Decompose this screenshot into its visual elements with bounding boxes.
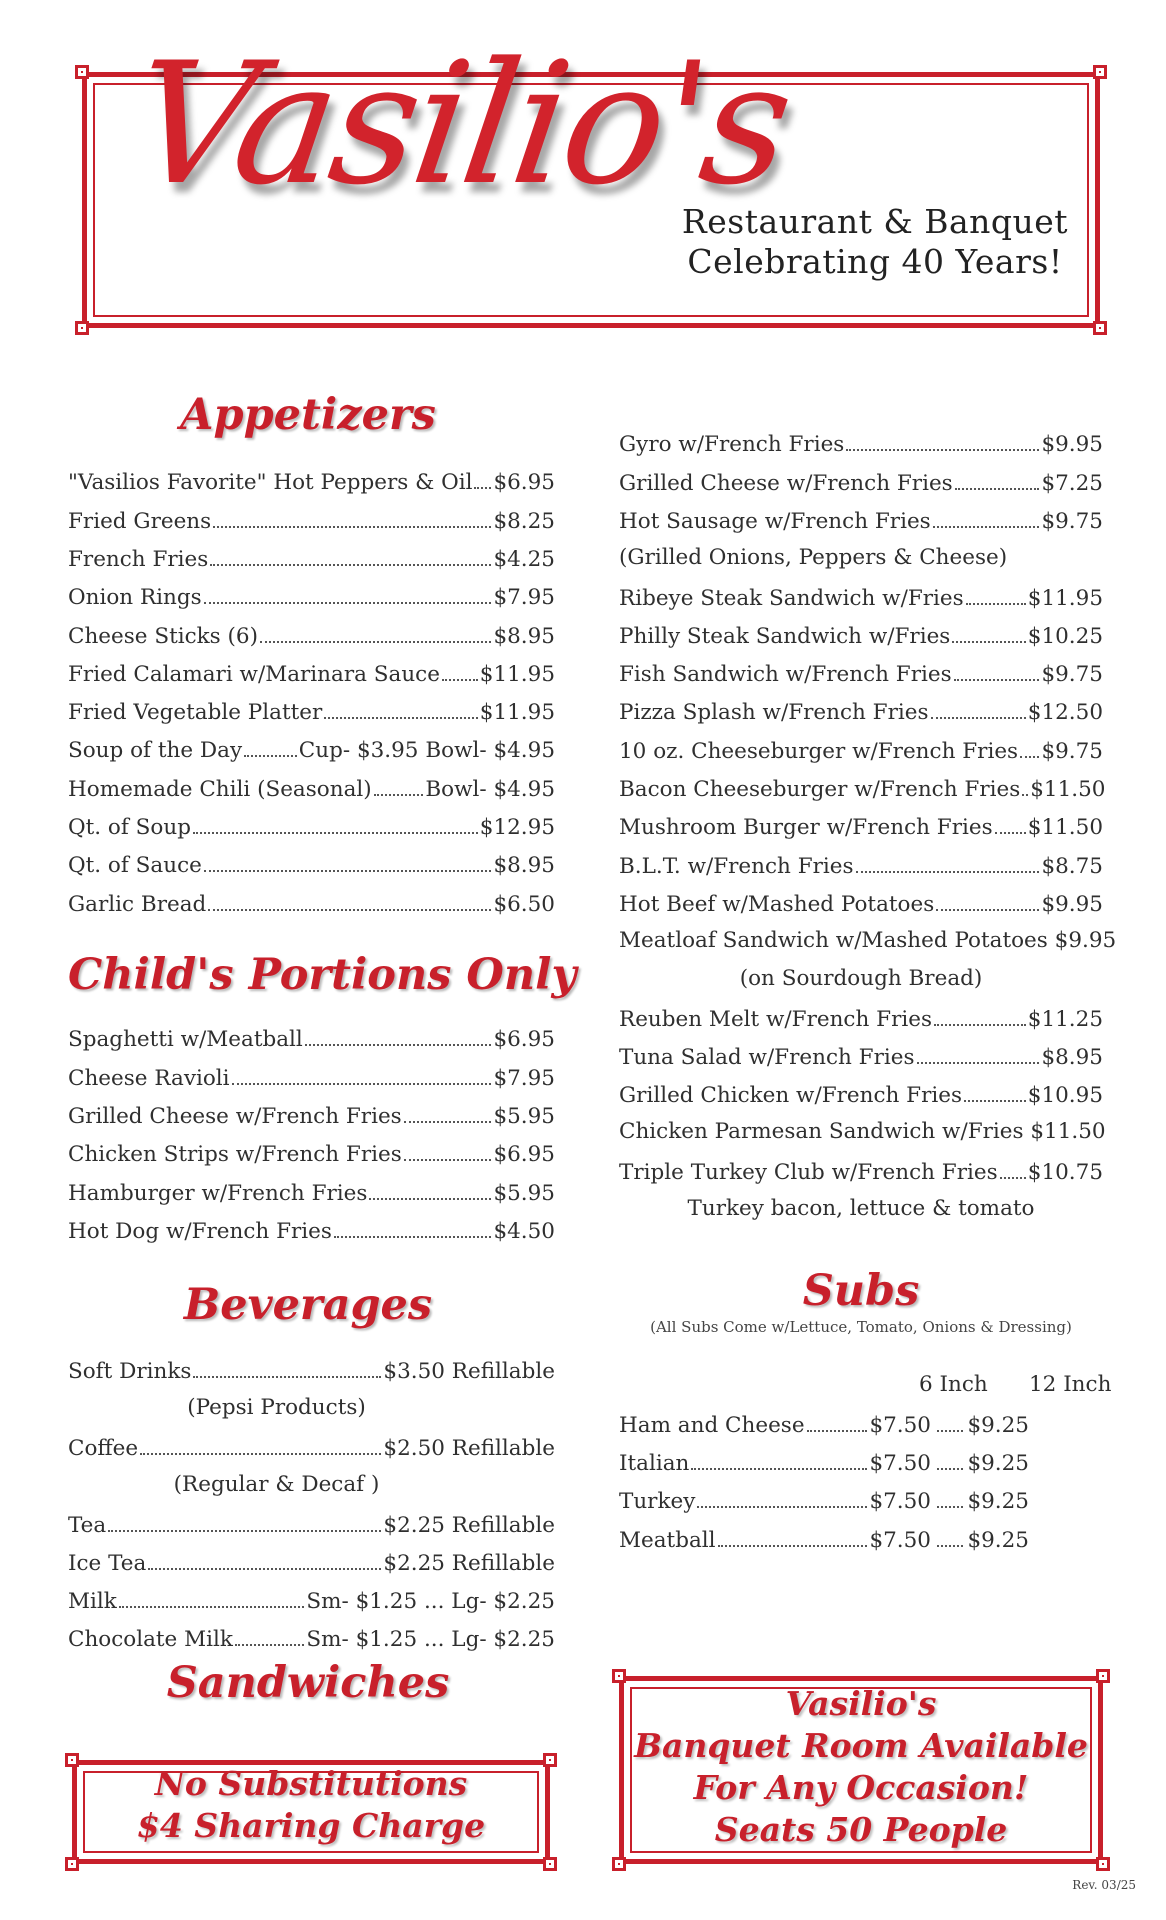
item-price: $5.95 [493,1103,555,1129]
col-12-inch: 12 Inch [1029,1372,1112,1397]
leader-dots [213,506,491,527]
menu-item [68,851,555,889]
price-6-inch: $7.50 [869,1527,931,1553]
menu-item [619,507,1103,545]
item-price: $9.95 [1041,432,1103,458]
leader-dots [954,660,1040,681]
childs-heading: Child's Portions Only [68,950,577,1000]
sub-left [619,1449,931,1476]
item-price: Sm- $1.25 ... Lg- $2.25 [306,1627,555,1653]
leader-dots [404,1140,492,1161]
leader-dots [966,583,1026,604]
item-price: $7.95 [493,585,555,611]
menu-item [619,1081,1103,1119]
item-note: Turkey bacon, lettuce & tomato [687,1195,1035,1221]
item-name: Ice Tea [68,1550,147,1576]
item-note: (Regular & Decaf ) [173,1471,380,1497]
item-name: Meatball [619,1527,716,1553]
leader-dots [936,890,1039,911]
leader-dots [937,1487,963,1508]
frame-corner [65,1857,79,1871]
item-name: Ham and Cheese [619,1412,805,1438]
menu-item [68,813,555,851]
tagline-line-2: Celebrating 40 Years! [687,242,1063,281]
item-price: $12.95 [479,815,555,841]
item-note: (on Sourdough Bread) [739,966,983,992]
item-name: Fried Vegetable Platter [68,700,323,726]
sandwiches-heading: Sandwiches [166,1658,450,1708]
menu-item [68,774,555,812]
menu-item [68,1434,555,1472]
item-price: $6.95 [493,470,555,496]
menu-item [68,506,555,544]
menu-item [68,889,555,927]
menu-item [68,736,555,774]
leader-dots [691,1449,867,1470]
item-price: $9.95 [1041,891,1103,917]
item-name: Italian [619,1450,690,1476]
revision-date: Rev. 03/25 [1072,1878,1136,1892]
leader-dots [210,545,491,566]
item-price: $9.75 [1041,662,1103,688]
item-note: (Pepsi Products) [187,1395,366,1421]
menu-item [68,1102,555,1140]
item-price: $8.25 [493,508,555,534]
sub-item [619,1487,1119,1525]
price-6-inch: $7.50 [869,1450,931,1476]
item-name: "Vasilios Favorite" Hot Peppers & Oil [68,470,473,496]
item-price: $11.95 [1027,585,1103,611]
item-name: Soup of the Day [68,738,243,764]
appetizers-list [68,468,555,928]
item-price: $6.95 [493,1027,555,1053]
sub-left [619,1487,931,1514]
leader-dots [995,813,1026,834]
item-price: $11.50 [1027,815,1103,841]
item-name: Garlic Bread [68,891,207,917]
leader-dots [807,1410,868,1431]
price-12-inch: $9.25 [967,1450,1029,1476]
menu-item [68,1357,555,1395]
subs-note: (All Subs Come w/Lettuce, Tomato, Onions & Dressing) [650,1318,1072,1336]
item-price: $5.95 [493,1180,555,1206]
sub-item [619,1525,1119,1563]
frame-corner [1096,1857,1110,1871]
sub-right [933,1487,1029,1514]
menu-item [68,1510,555,1548]
item-note-text: (Grilled Onions, Peppers & Cheese) [619,544,1008,570]
frame-corner [75,321,89,335]
item-name: Reuben Melt w/French Fries [619,1006,932,1032]
item-price: $10.75 [1027,1159,1103,1185]
item-price: $3.50 Refillable [383,1359,555,1385]
banquet-line-2: Banquet Room Available [634,1726,1088,1765]
item-name: Turkey [619,1489,696,1515]
sub-right [933,1410,1029,1437]
leader-dots [374,774,424,795]
item-name: Chicken Parmesan Sandwich w/Fries $11.50 [619,1119,1106,1145]
item-price: $8.95 [1041,1045,1103,1071]
leader-dots [442,659,478,680]
menu-item [619,1004,1103,1042]
col-6-inch: 6 Inch [919,1372,988,1397]
item-name: Soft Drinks [68,1359,192,1385]
sub-item [619,1410,1119,1448]
menu-item [68,698,555,736]
leader-dots [937,1410,963,1431]
item-price: $4.25 [493,546,555,572]
menu-item [619,890,1103,928]
leader-dots [1022,775,1028,796]
item-name: Ribeye Steak Sandwich w/Fries [619,585,964,611]
beverages-heading: Beverages [183,1280,433,1330]
leader-dots [334,1216,492,1237]
leader-dots [119,1587,305,1608]
menu-item [619,621,1103,659]
item-price: $12.50 [1027,700,1103,726]
beverages-list [68,1357,555,1663]
leader-dots [1020,736,1039,757]
item-price: $4.50 [493,1218,555,1244]
item-price: $9.75 [1041,738,1103,764]
menu-item [68,659,555,697]
item-name: Hot Beef w/Mashed Potatoes [619,891,935,917]
menu-item [619,1119,1106,1157]
leader-dots [404,1102,492,1123]
leader-dots [208,889,491,910]
item-name: Cheese Ravioli [68,1065,230,1091]
item-name: Chocolate Milk [68,1627,233,1653]
item-price: $11.95 [479,661,555,687]
item-name: Hot Dog w/French Fries [68,1218,332,1244]
menu-item [619,1158,1103,1196]
leader-dots [937,1525,963,1546]
item-name: Tea [68,1512,107,1538]
price-6-inch: $7.50 [869,1412,931,1438]
leader-dots [204,851,492,872]
menu-item [68,621,555,659]
item-name: Coffee [68,1435,139,1461]
leader-dots [934,1004,1026,1025]
leader-dots [856,851,1040,872]
item-price: $9.75 [1041,508,1103,534]
menu-item [619,775,1106,813]
item-price: $11.25 [1027,1006,1103,1032]
leader-dots [148,1548,381,1569]
item-name: Qt. of Soup [68,815,191,841]
frame-corner [612,1857,626,1871]
tagline-line-1: Restaurant & Banquet [681,202,1069,241]
item-name: Philly Steak Sandwich w/Fries [619,623,951,649]
item-price: $2.50 Refillable [383,1435,555,1461]
price-6-inch: $7.50 [869,1489,931,1515]
leader-dots [697,1487,867,1508]
menu-item [68,583,555,621]
menu-item [619,813,1103,851]
item-name: Grilled Cheese w/French Fries [68,1103,402,1129]
item-price: $8.95 [493,623,555,649]
item-price: $10.95 [1027,1083,1103,1109]
item-price: $6.50 [493,891,555,917]
sub-right [933,1525,1029,1552]
item-name: Spaghetti w/Meatball [68,1027,303,1053]
childs-list [68,1025,555,1255]
item-price: $10.25 [1027,623,1103,649]
item-price: $7.95 [493,1065,555,1091]
menu-item [68,1140,555,1178]
item-price: $11.50 [1030,777,1106,803]
subs-column-headers [619,1372,1119,1410]
item-price: $7.25 [1041,470,1103,496]
sub-item [619,1449,1119,1487]
leader-dots [955,468,1040,489]
item-name: Grilled Cheese w/French Fries [619,470,953,496]
item-price: $8.95 [493,853,555,879]
menu-item [619,927,1117,966]
notice-sharing-charge: $4 Sharing Charge [136,1806,486,1845]
leader-dots [232,1063,492,1084]
item-name: Grilled Chicken w/French Fries [619,1083,963,1109]
leader-dots [917,1043,1040,1064]
item-price: $11.95 [479,700,555,726]
menu-item [619,660,1103,698]
menu-item [68,1548,555,1586]
item-name: Mushroom Burger w/French Fries [619,815,993,841]
leader-dots [369,1178,491,1199]
leader-dots [474,468,491,489]
item-name: Fish Sandwich w/French Fries [619,662,952,688]
leader-dots [193,813,478,834]
item-name: Chicken Strips w/French Fries [68,1142,402,1168]
item-price: Bowl- $4.95 [425,776,555,802]
sub-left [619,1410,931,1437]
notice-no-substitutions: No Substitutions [154,1764,468,1803]
item-name: Cheese Sticks (6) [68,623,258,649]
leader-dots [931,698,1026,719]
item-price: $8.75 [1041,853,1103,879]
subs-heading: Subs [802,1266,920,1316]
item-price: $6.95 [493,1142,555,1168]
menu-item [619,736,1103,774]
leader-dots [108,1510,381,1531]
item-name: 10 oz. Cheeseburger w/French Fries [619,738,1019,764]
menu-item [68,1587,555,1625]
item-name: Gyro w/French Fries [619,432,845,458]
leader-dots [846,430,1039,451]
item-name: Pizza Splash w/French Fries [619,700,929,726]
restaurant-logo: Vasilio's [121,26,800,222]
menu-item [619,468,1103,506]
frame-corner [612,1669,626,1683]
price-12-inch: $9.25 [967,1412,1029,1438]
frame-corner [1096,1669,1110,1683]
leader-dots [140,1434,381,1455]
leader-dots [193,1357,381,1378]
leader-dots [324,698,478,719]
item-name: Qt. of Sauce [68,853,202,879]
menu-item [619,1043,1103,1081]
item-name: Meatloaf Sandwich w/Mashed Potatoes $9.95 [619,927,1117,953]
frame-corner [1093,321,1107,335]
item-name: B.L.T. w/French Fries [619,853,854,879]
item-name: Onion Rings [68,585,202,611]
item-name: Triple Turkey Club w/French Fries [619,1159,998,1185]
menu-item [68,468,555,506]
menu-item [68,1216,555,1254]
item-name: Fried Calamari w/Marinara Sauce [68,661,440,687]
leader-dots [1000,1158,1026,1179]
item-name: Homemade Chili (Seasonal) [68,776,372,802]
sandwiches-list [619,430,1117,1234]
banquet-line-4: Seats 50 People [714,1810,1008,1849]
item-price: Sm- $1.25 ... Lg- $2.25 [306,1589,555,1615]
leader-dots [305,1025,492,1046]
price-12-inch: $9.25 [967,1489,1029,1515]
frame-corner [543,1857,557,1871]
leader-dots [235,1625,304,1646]
item-name: Milk [68,1589,117,1615]
item-name: Fried Greens [68,508,212,534]
menu-item [68,1063,555,1101]
item-price: Cup- $3.95 Bowl- $4.95 [298,738,555,764]
leader-dots [933,507,1040,528]
leader-dots [204,583,492,604]
leader-dots [964,1081,1026,1102]
item-name: Bacon Cheeseburger w/French Fries [619,777,1021,803]
item-price: $2.25 Refillable [383,1550,555,1576]
menu-item [68,545,555,583]
price-12-inch: $9.25 [967,1527,1029,1553]
banquet-line-3: For Any Occasion! [693,1768,1029,1807]
leader-dots [260,621,491,642]
leader-dots [244,736,297,757]
item-name: Hamburger w/French Fries [68,1180,368,1206]
leader-dots [718,1525,868,1546]
frame-corner [75,65,89,79]
appetizers-heading: Appetizers [180,390,436,440]
menu-item [68,1178,555,1216]
menu-item [68,1025,555,1063]
item-name: French Fries [68,546,209,572]
sub-left [619,1525,931,1552]
frame-corner [1093,65,1107,79]
item-note [619,545,1103,583]
menu-item [619,851,1103,889]
item-name: Tuna Salad w/French Fries [619,1045,915,1071]
menu-item [619,698,1103,736]
subs-list [619,1372,1119,1563]
item-name: Hot Sausage w/French Fries [619,508,931,534]
item-price: $2.25 Refillable [383,1512,555,1538]
banquet-line-1: Vasilio's [785,1684,937,1723]
menu-item [619,430,1103,468]
leader-dots [937,1449,963,1470]
leader-dots [952,621,1025,642]
sub-right [933,1449,1029,1476]
menu-item [619,583,1103,621]
